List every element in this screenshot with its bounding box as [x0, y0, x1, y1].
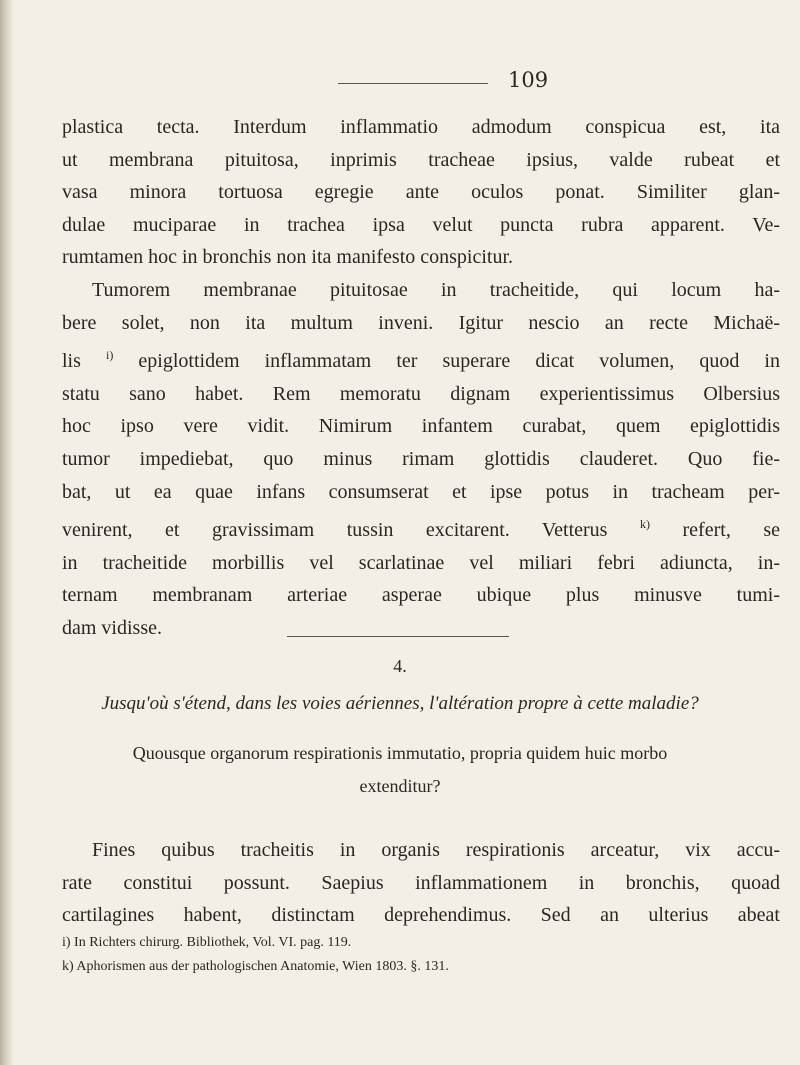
title-line: Quousque organorum respirationis immutatio, propria quidem huic morbo — [132, 743, 668, 763]
header-rule — [338, 83, 488, 84]
section-rule — [287, 636, 509, 637]
text-line: ut membrana pituitosa, inprimis tracheae ipsius, valde rubeat et — [62, 148, 780, 171]
text-fragment: refert, se — [650, 519, 780, 542]
text-fragment: lis — [62, 350, 106, 373]
text-line: cartilagines habent, distinctam deprehendimus. Sed an ulterius abeat — [62, 904, 780, 927]
text-line: statu sano habet. Rem memoratu dignam experientissimus Olbersius — [62, 382, 780, 405]
text-line — [62, 339, 780, 378]
text-line: dam vidisse. — [62, 616, 162, 639]
text-line: vasa minora tortuosa egregie ante oculos ponat. Similiter glan- — [62, 181, 780, 204]
title-line: extenditur? — [359, 776, 441, 796]
text-line: bat, ut ea quae infans consumserat et ipse potus in tracheam per- — [62, 480, 780, 503]
text-line: rumtamen hoc in bronchis non ita manifesto conspicitur. — [62, 246, 514, 269]
footnotes — [62, 931, 780, 979]
footnote-ref-i: i) — [105, 348, 114, 363]
paragraph-3 — [62, 834, 780, 932]
footnote-ref-k: k) — [640, 517, 650, 532]
section-number: 4. — [393, 656, 407, 676]
page-number: 109 — [508, 68, 549, 92]
binding-shadow — [0, 0, 14, 1065]
text-line: hoc ipso vere vidit. Nimirum infantem curabat, quem epiglottidis — [62, 415, 780, 438]
paragraph-1 — [62, 111, 780, 274]
text-line: tumor impediebat, quo minus rimam glottidis clauderet. Quo fie- — [62, 447, 780, 470]
paragraph-2 — [62, 274, 780, 645]
text-line: bere solet, non ita multum inveni. Igitur nescio an recte Michaë- — [62, 311, 780, 334]
text-line: Fines quibus tracheitis in organis respirationis arceatur, vix accu- — [92, 839, 780, 861]
section-title-latin — [0, 737, 800, 803]
text-line: in tracheitide morbillis vel scarlatinae vel miliari febri adiuncta, in- — [62, 551, 780, 574]
footnote-k: k) Aphorismen aus der pathologischen Anatomie, Wien 1803. §. 131. — [62, 959, 449, 974]
main-text — [62, 111, 780, 645]
text-fragment: venirent, et gravissimam tussin excitarent. Vetterus — [62, 519, 640, 542]
text-line: rate constitui possunt. Saepius inflammationem in bronchis, quoad — [62, 871, 780, 894]
text-line: ternam membranam arteriae asperae ubique plus minusve tumi- — [62, 584, 780, 607]
footnote-i: i) In Richters chirurg. Bibliothek, Vol. VI. pag. 119. — [62, 935, 352, 950]
text-line: dulae muciparae in trachea ipsa velut puncta rubra apparent. Ve- — [62, 213, 780, 236]
text-line: plastica tecta. Interdum inflammatio admodum conspicua est, ita — [62, 116, 780, 138]
text-line — [62, 508, 780, 547]
text-fragment: epiglottidem inflammatam ter superare dicat volumen, quod in — [113, 350, 780, 373]
text-line: Tumorem membranae pituitosae in tracheitide, qui locum ha- — [92, 278, 780, 301]
section-title-french: Jusqu'où s'étend, dans les voies aériennes, l'altération propre à cette maladie? — [101, 693, 699, 714]
